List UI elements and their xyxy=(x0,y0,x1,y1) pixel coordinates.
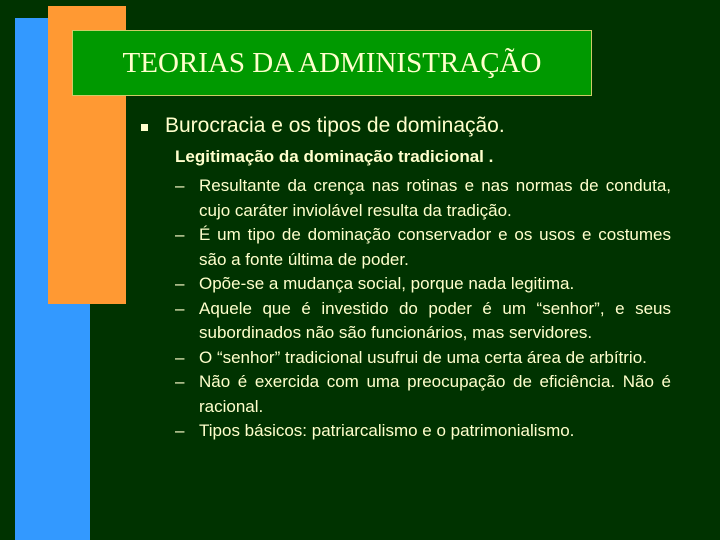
list-item-text: Não é exercida com uma preocupação de eficiência. Não é racional. xyxy=(199,372,671,416)
list-item-text: Resultante da crença nas rotinas e nas normas de conduta, cujo caráter inviolável resulta da tradição. xyxy=(199,176,671,220)
list-item-text: Aquele que é investido do poder é um “senhor”, e seus subordinados não são funcionários, mas servidores. xyxy=(199,298,671,342)
dash-list xyxy=(175,174,671,444)
list-item xyxy=(175,419,671,444)
list-item-text: Opõe-se a mudança social, porque nada legitima. xyxy=(199,274,575,293)
list-item xyxy=(175,272,671,297)
list-item-text: O “senhor” tradicional usufrui de uma certa área de arbítrio. xyxy=(199,347,647,367)
list-item-text: Tipos básicos: patriarcalismo e o patrimonialismo. xyxy=(199,421,575,440)
list-item xyxy=(175,370,671,419)
dash-marker: – xyxy=(175,225,185,244)
square-bullet-icon xyxy=(141,124,148,131)
list-item xyxy=(175,297,671,346)
dash-marker: – xyxy=(175,176,185,195)
list-item xyxy=(175,346,671,371)
list-item xyxy=(175,223,671,272)
dash-marker: – xyxy=(175,421,185,440)
dash-marker: – xyxy=(175,347,185,367)
dash-marker: – xyxy=(175,274,185,293)
dash-marker: – xyxy=(175,372,185,391)
list-item xyxy=(175,174,671,223)
main-bullet-text: Burocracia e os tipos de dominação. xyxy=(165,114,505,137)
sub-heading: Legitimação da dominação tradicional . xyxy=(175,147,494,166)
main-bullet xyxy=(141,114,505,138)
dash-marker: – xyxy=(175,298,185,318)
slide-title: TEORIAS DA ADMINISTRAÇÃO xyxy=(122,46,542,79)
title-box xyxy=(72,30,592,96)
list-item-text: É um tipo de dominação conservador e os usos e costumes são a fonte última de poder. xyxy=(199,225,671,269)
